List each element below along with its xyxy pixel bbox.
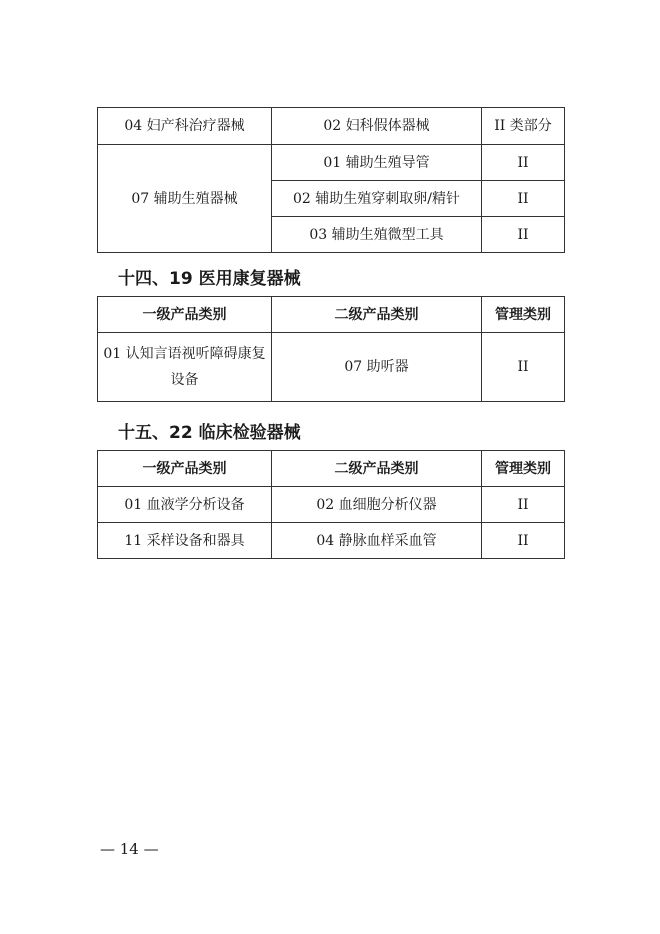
class-cell: II [482,487,565,523]
column-header: 一级产品类别 [98,451,272,487]
table-row [98,487,565,523]
level2-cell: 02 妇科假体器械 [272,108,482,145]
table-top [97,107,565,253]
column-header: 二级产品类别 [272,297,482,333]
table-section-15 [97,450,565,559]
table-section-14 [97,296,565,402]
level1-cell: 01 血液学分析设备 [98,487,272,523]
level2-cell: 02 血细胞分析仪器 [272,487,482,523]
table-row [98,108,565,145]
level2-cell: 01 辅助生殖导管 [272,145,482,181]
column-header: 管理类别 [482,297,565,333]
class-cell: II [482,145,565,181]
table-row [98,523,565,559]
level2-cell: 02 辅助生殖穿刺取卵/精针 [272,181,482,217]
class-cell: II [482,181,565,217]
section-heading: 十五、22 临床检验器械 [118,423,301,443]
section-heading: 十四、19 医用康复器械 [118,269,301,289]
table-row [98,145,565,181]
page-number: — 14 — [100,840,159,858]
column-header: 二级产品类别 [272,451,482,487]
class-cell: II [482,217,565,253]
level2-cell: 03 辅助生殖微型工具 [272,217,482,253]
table-header-row [98,297,565,333]
table-header-row [98,451,565,487]
level1-cell: 04 妇产科治疗器械 [98,108,272,145]
class-cell: II 类部分 [482,108,565,145]
class-cell: II [482,333,565,402]
level1-cell: 07 辅助生殖器械 [98,145,272,253]
column-header: 管理类别 [482,451,565,487]
class-cell: II [482,523,565,559]
level1-cell: 01 认知言语视听障碍康复设备 [98,333,272,402]
table-row [98,333,565,402]
level2-cell: 04 静脉血样采血管 [272,523,482,559]
column-header: 一级产品类别 [98,297,272,333]
level1-cell: 11 采样设备和器具 [98,523,272,559]
level2-cell: 07 助听器 [272,333,482,402]
